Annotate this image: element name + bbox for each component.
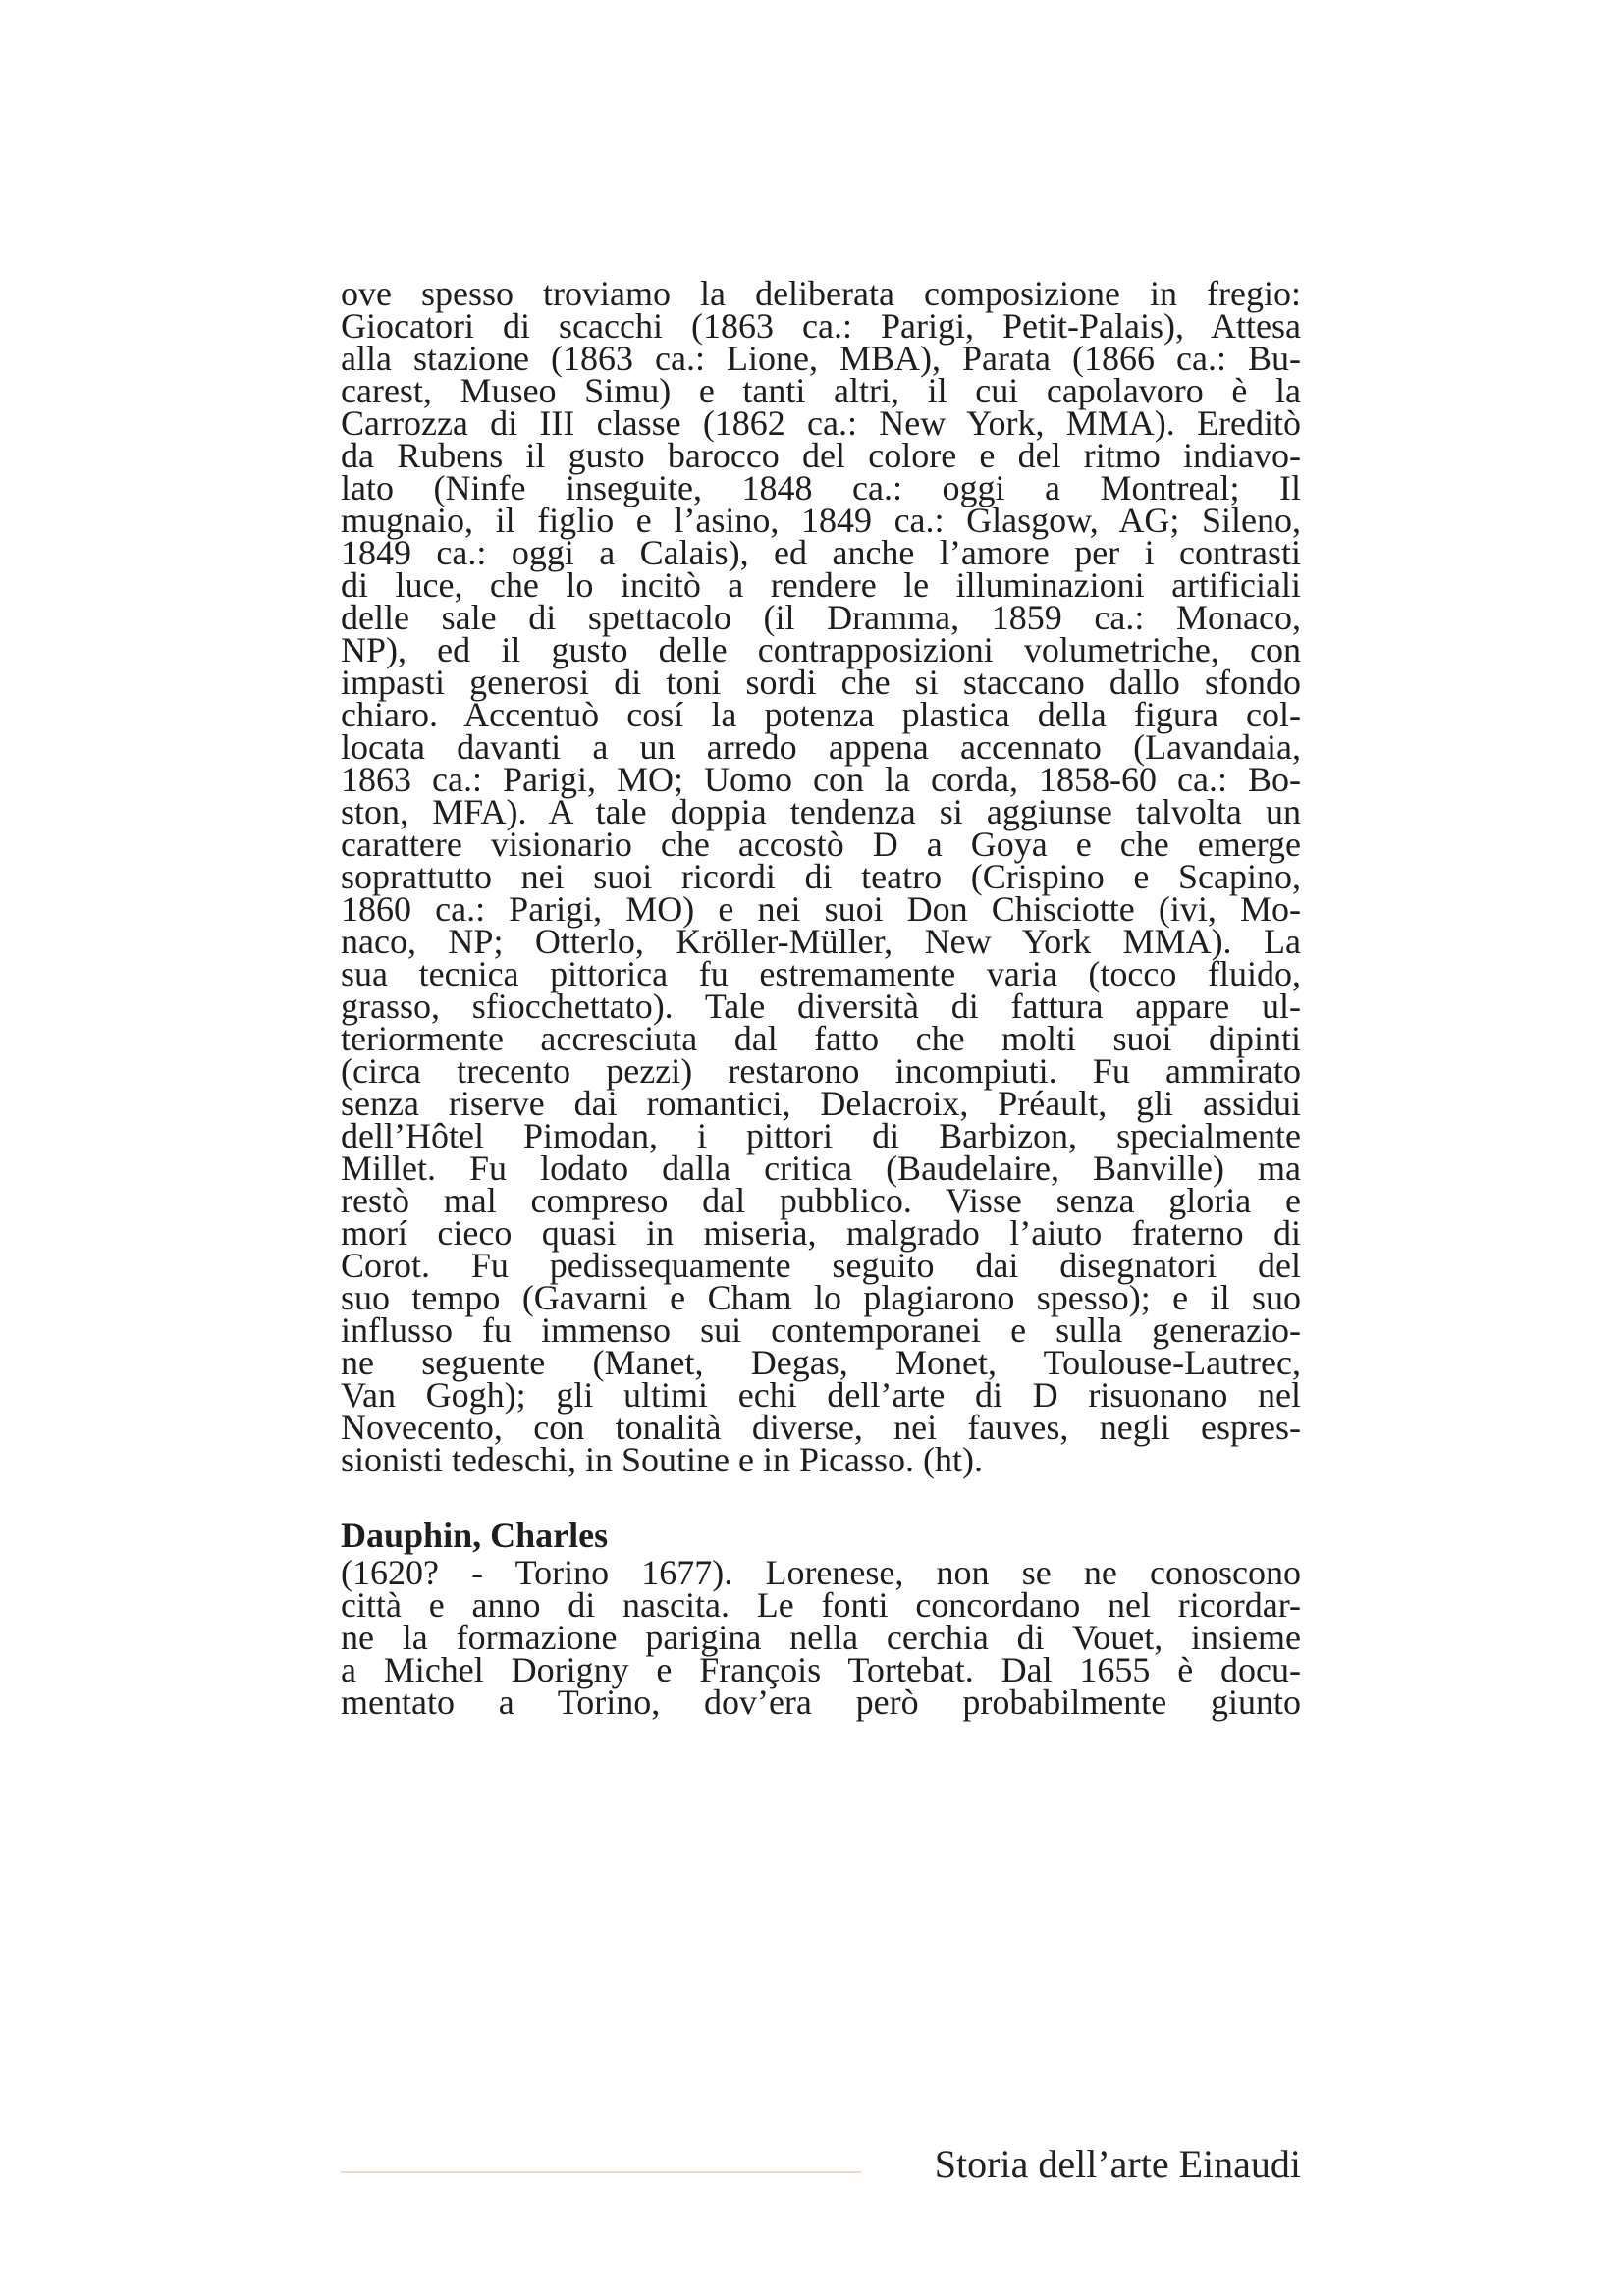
- footer-rule: [341, 2171, 861, 2173]
- entry-line: ne la formazione parigina nella cerchia di Vouet, insieme: [341, 1618, 1301, 1657]
- body-line: delle sale di spettacolo (il Dramma, 1859 ca.: Monaco,: [341, 598, 1301, 637]
- body-line: impasti generosi di toni sordi che si staccano dallo sfondo: [341, 663, 1301, 702]
- body-line: morí cieco quasi in miseria, malgrado l’aiuto fraterno di: [341, 1213, 1301, 1253]
- footer-title: Storia dell’arte Einaudi: [934, 2142, 1301, 2186]
- entry-line: a Michel Dorigny e François Tortebat. Dal 1655 è docu-: [341, 1650, 1301, 1689]
- body-line: teriormente accresciuta dal fatto che molti suoi dipinti: [341, 1019, 1301, 1058]
- body-line: Corot. Fu pedissequamente seguito dai disegnatori del: [341, 1246, 1301, 1285]
- body-line: 1849 ca.: oggi a Calais), ed anche l’amore per i contrasti: [341, 533, 1301, 572]
- body-line: influsso fu immenso sui contemporanei e sulla generazio-: [341, 1310, 1301, 1350]
- body-line: dell’Hôtel Pimodan, i pittori di Barbizon, specialmente: [341, 1116, 1301, 1155]
- body-line: naco, NP; Otterlo, Kröller-Müller, New York MMA). La: [341, 922, 1301, 961]
- body-line: ove spesso troviamo la deliberata composizione in fregio:: [341, 274, 1301, 313]
- page-text: [341, 274, 1301, 1722]
- body-line: alla stazione (1863 ca.: Lione, MBA), Parata (1866 ca.: Bu-: [341, 339, 1301, 378]
- body-line: sua tecnica pittorica fu estremamente varia (tocco fluido,: [341, 954, 1301, 993]
- entry-line: (1620? - Torino 1677). Lorenese, non se ne conoscono: [341, 1553, 1301, 1592]
- entry-line: mentato a Torino, dov’era però probabilmente giunto: [341, 1682, 1301, 1722]
- body-line: grasso, sfiocchettato). Tale diversità di fattura appare ul-: [341, 987, 1301, 1026]
- page-footer: [341, 2140, 1301, 2189]
- body-line: 1860 ca.: Parigi, MO) e nei suoi Don Chisciotte (ivi, Mo-: [341, 889, 1301, 929]
- body-line: NP), ed il gusto delle contrapposizioni volumetriche, con: [341, 630, 1301, 669]
- body-line: suo tempo (Gavarni e Cham lo plagiarono spesso); e il suo: [341, 1278, 1301, 1317]
- body-line: di luce, che lo incitò a rendere le illuminazioni artificiali: [341, 565, 1301, 605]
- body-line: ston, MFA). A tale doppia tendenza si aggiunse talvolta un: [341, 792, 1301, 831]
- body-line: restò mal compreso dal pubblico. Visse senza gloria e: [341, 1181, 1301, 1220]
- body-line: lato (Ninfe inseguite, 1848 ca.: oggi a Montreal; Il: [341, 468, 1301, 507]
- body-line: Carrozza di III classe (1862 ca.: New York, MMA). Ereditò: [341, 403, 1301, 443]
- body-line: mugnaio, il figlio e l’asino, 1849 ca.: Glasgow, AG; Sileno,: [341, 501, 1301, 540]
- body-line: sionisti tedeschi, in Soutine e in Picasso. (ht).: [341, 1440, 983, 1479]
- body-line: ne seguente (Manet, Degas, Monet, Toulouse-Lautrec,: [341, 1343, 1301, 1382]
- body-line: (circa trecento pezzi) restarono incompiuti. Fu ammirato: [341, 1051, 1301, 1091]
- entry-line: città e anno di nascita. Le fonti concordano nel ricordar-: [341, 1585, 1301, 1625]
- body-line: Millet. Fu lodato dalla critica (Baudelaire, Banville) ma: [341, 1148, 1301, 1188]
- body-line: locata davanti a un arredo appena accennato (Lavandaia,: [341, 727, 1301, 767]
- entry-heading: Dauphin, Charles: [341, 1516, 609, 1555]
- body-line: da Rubens il gusto barocco del colore e del ritmo indiavo-: [341, 436, 1301, 475]
- body-line: carattere visionario che accostò D a Goya e che emerge: [341, 825, 1301, 864]
- body-line: Novecento, con tonalità diverse, nei fauves, negli espres-: [341, 1408, 1301, 1447]
- body-line: soprattutto nei suoi ricordi di teatro (Crispino e Scapino,: [341, 857, 1301, 896]
- body-line: 1863 ca.: Parigi, MO; Uomo con la corda, 1858-60 ca.: Bo-: [341, 760, 1301, 799]
- body-line: carest, Museo Simu) e tanti altri, il cui capolavoro è la: [341, 371, 1301, 410]
- body-line: Giocatori di scacchi (1863 ca.: Parigi, Petit-Palais), Attesa: [341, 306, 1301, 346]
- body-line: Van Gogh); gli ultimi echi dell’arte di D risuonano nel: [341, 1375, 1301, 1415]
- paragraph-gap: [341, 1476, 1301, 1516]
- body-line: chiaro. Accentuò cosí la potenza plastica della figura col-: [341, 695, 1301, 734]
- body-line: senza riserve dai romantici, Delacroix, Préault, gli assidui: [341, 1084, 1301, 1123]
